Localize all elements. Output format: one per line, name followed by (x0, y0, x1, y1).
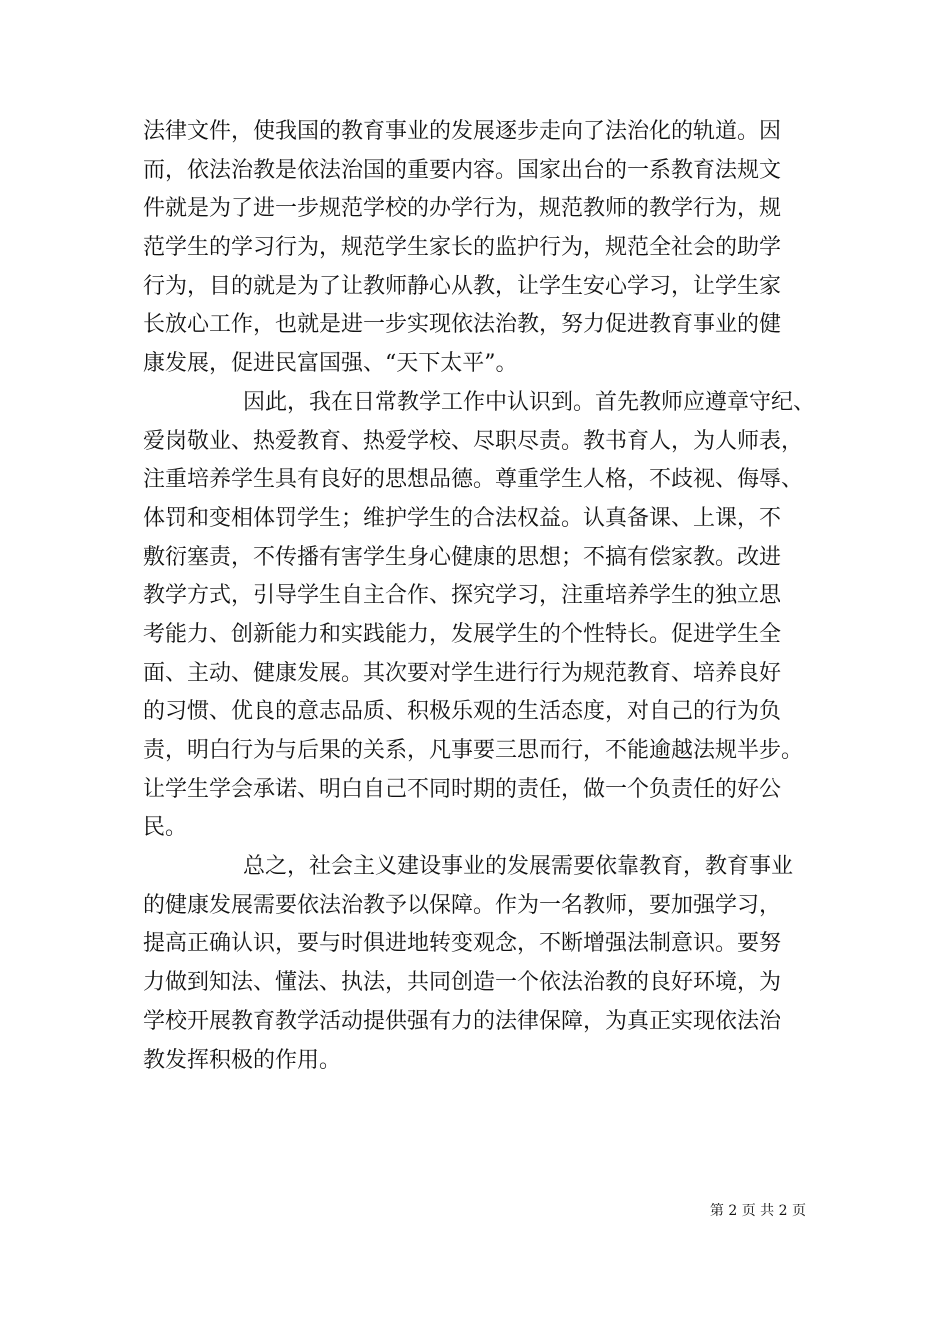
paragraph-3-line: 力做到知法、懂法、执法，共同创造一个依法治教的良好环境，为 (143, 970, 782, 996)
paragraph-2-line: 责，明白行为与后果的关系，凡事要三思而行，不能逾越法规半步。 (143, 738, 804, 763)
paragraph-3-line: 提高正确认识，要与时俱进地转变观念，不断增强法制意识。要努 (143, 931, 782, 957)
paragraph-2-line: 教学方式，引导学生自主合作、探究学习，注重培养学生的独立思 (143, 583, 782, 609)
paragraph-2-first-line: 因此，我在日常教学工作中认识到。首先教师应遵章守纪、 (243, 389, 816, 415)
paragraph-1-line: 法律文件，使我国的教育事业的发展逐步走向了法治化的轨道。因 (143, 119, 782, 144)
paragraph-1-line: 长放心工作，也就是进一步实现依法治教，努力促进教育事业的健 (143, 312, 782, 338)
paragraph-1-line: 范学生的学习行为，规范学生家长的监护行为，规范全社会的助学 (143, 235, 782, 261)
paragraph-2-line: 考能力、创新能力和实践能力，发展学生的个性特长。促进学生全 (143, 621, 782, 647)
document-body (143, 113, 816, 1080)
paragraph-2-line: 体罚和变相体罚学生；维护学生的合法权益。认真备课、上课，不 (143, 505, 782, 531)
paragraph-1-line: 而，依法治教是依法治国的重要内容。国家出台的一系教育法规文 (143, 157, 782, 183)
page-number-footer: 第 2 页 共 2 页 (709, 1203, 806, 1219)
paragraph-3-line: 教发挥积极的作用。 (143, 1047, 342, 1073)
paragraph-3-first-line: 总之，社会主义建设事业的发展需要依靠教育，教育事业 (243, 854, 794, 880)
paragraph-2-line: 注重培养学生具有良好的思想品德。尊重学生人格，不歧视、侮辱、 (143, 467, 804, 493)
paragraph-1-line: 行为，目的就是为了让教师静心从教，让学生安心学习，让学生家 (143, 273, 782, 299)
paragraph-2-line: 让学生学会承诺、明白自己不同时期的责任，做一个负责任的好公 (143, 776, 782, 802)
paragraph-3-line: 的健康发展需要依法治教予以保障。作为一名教师，要加强学习， (143, 892, 782, 918)
paragraph-2-line: 爱岗敬业、热爱教育、热爱学校、尽职尽责。教书育人，为人师表， (143, 428, 804, 454)
paragraph-2-line: 的习惯、优良的意志品质、积极乐观的生活态度，对自己的行为负 (143, 699, 782, 725)
paragraph-3-line: 学校开展教育教学活动提供强有力的法律保障，为真正实现依法治 (143, 1008, 782, 1034)
paragraph-2-line: 面、主动、健康发展。其次要对学生进行行为规范教育、培养良好 (143, 660, 782, 686)
paragraph-1-line: 件就是为了进一步规范学校的办学行为，规范教师的教学行为，规 (143, 196, 782, 222)
paragraph-2-line: 敷衍塞责，不传播有害学生身心健康的思想；不搞有偿家教。改进 (143, 544, 782, 570)
paragraph-1-line: 康发展，促进民富国强、“天下太平”。 (143, 351, 518, 377)
paragraph-2-line: 民。 (143, 815, 188, 841)
